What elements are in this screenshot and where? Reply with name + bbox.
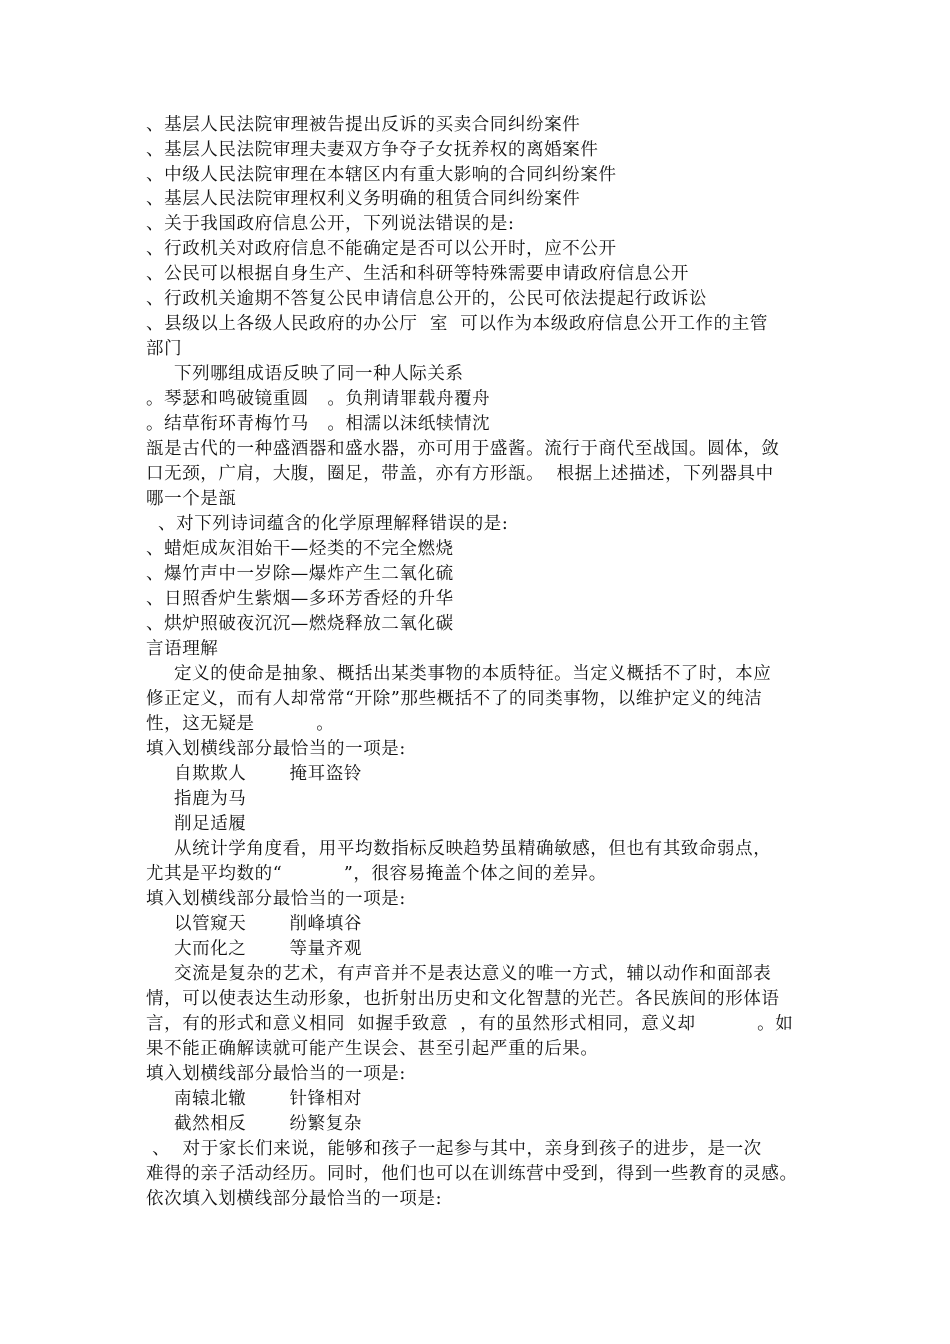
paragraph-line: 口无颈，广肩，大腹，圈足，带盖，亦有方形瓿。 根据上述描述，下列器具中 bbox=[146, 464, 774, 484]
text-line: 。琴瑟和鸣破镜重圆 。负荆请罪载舟覆舟 bbox=[146, 389, 491, 409]
text-line: 、行政机关对政府信息不能确定是否可以公开时，应不公开 bbox=[146, 239, 617, 259]
text-line: 、公民可以根据自身生产、生活和科研等特殊需要申请政府信息公开 bbox=[146, 264, 689, 284]
paragraph-line: 难得的亲子活动经历。同时，他们也可以在训练营中受到，得到一些教育的灵感。 bbox=[146, 1164, 798, 1184]
question-line: 、关于我国政府信息公开，下列说法错误的是: bbox=[146, 214, 515, 234]
question-line: 填入划横线部分最恰当的一项是: bbox=[146, 739, 406, 759]
text-line: 、烘炉照破夜沉沉—燃烧释放二氧化碳 bbox=[146, 614, 454, 634]
question-line: 下列哪组成语反映了同一种人际关系 bbox=[174, 364, 464, 384]
option-line: 指鹿为马 bbox=[174, 789, 247, 809]
text-line: 、县级以上各级人民政府的办公厅 室 可以作为本级政府信息公开工作的主管 bbox=[146, 314, 768, 334]
question-line: 、对下列诗词蕴含的化学原理解释错误的是: bbox=[158, 514, 509, 534]
option-line: 截然相反 纷繁复杂 bbox=[174, 1114, 362, 1134]
paragraph-line: 尤其是平均数的“ ”，很容易掩盖个体之间的差异。 bbox=[146, 864, 607, 884]
question-line: 填入划横线部分最恰当的一项是: bbox=[146, 889, 406, 909]
text-line: 、基层人民法院审理权利义务明确的租赁合同纠纷案件 bbox=[146, 189, 581, 209]
text-line: 、中级人民法院审理在本辖区内有重大影响的合同纠纷案件 bbox=[146, 165, 617, 185]
section-heading: 言语理解 bbox=[146, 639, 219, 659]
paragraph-line: 修正定义，而有人却常常“开除”那些概括不了的同类事物，以维护定义的纯洁 bbox=[146, 689, 763, 709]
option-line: 大而化之 等量齐观 bbox=[174, 939, 362, 959]
text-line: 、基层人民法院审理被告提出反诉的买卖合同纠纷案件 bbox=[146, 115, 581, 135]
option-line: 自欺欺人 掩耳盗铃 bbox=[174, 764, 362, 784]
paragraph-line: 定义的使命是抽象、概括出某类事物的本质特征。当定义概括不了时，本应 bbox=[174, 664, 772, 684]
text-line: 、爆竹声中一岁除—爆炸产生二氧化硫 bbox=[146, 564, 454, 584]
question-line: 填入划横线部分最恰当的一项是: bbox=[146, 1064, 406, 1084]
option-line: 南辕北辙 针锋相对 bbox=[174, 1089, 362, 1109]
text-line: 。结草衔环青梅竹马 。相濡以沫纸犊情沈 bbox=[146, 414, 491, 434]
text-line: 、日照香炉生紫烟—多环芳香烃的升华 bbox=[146, 589, 454, 609]
text-line: 、基层人民法院审理夫妻双方争夺子女抚养权的离婚案件 bbox=[146, 140, 599, 160]
text-line: 、行政机关逾期不答复公民申请信息公开的，公民可依法提起行政诉讼 bbox=[146, 289, 708, 309]
paragraph-line: 、 对于家长们来说，能够和孩子一起参与其中，亲身到孩子的进步，是一次 bbox=[146, 1139, 762, 1159]
paragraph-line: 哪一个是瓿 bbox=[146, 489, 237, 509]
paragraph-line: 性，这无疑是 。 bbox=[146, 714, 335, 734]
text-line: 部门 bbox=[146, 339, 183, 359]
paragraph-line: 交流是复杂的艺术，有声音并不是表达意义的唯一方式，辅以动作和面部表 bbox=[174, 964, 772, 984]
paragraph-line: 情，可以使表达生动形象，也折射出历史和文化智慧的光芒。各民族间的形体语 bbox=[146, 989, 780, 1009]
option-line: 以管窥天 削峰填谷 bbox=[174, 914, 362, 934]
option-line: 削足适履 bbox=[174, 814, 247, 834]
paragraph-line: 言，有的形式和意义相同 如握手致意 ，有的虽然形式相同，意义却 。如 bbox=[146, 1014, 794, 1034]
paragraph-line: 瓿是古代的一种盛酒器和盛水器，亦可用于盛酱。流行于商代至战国。圆体，敛 bbox=[146, 439, 780, 459]
text-line: 、蜡炬成灰泪始干—烃类的不完全燃烧 bbox=[146, 539, 454, 559]
paragraph-line: 从统计学角度看，用平均数指标反映趋势虽精确敏感，但也有其致命弱点， bbox=[174, 839, 772, 859]
question-line: 依次填入划横线部分最恰当的一项是: bbox=[146, 1189, 443, 1209]
paragraph-line: 果不能正确解读就可能产生误会、甚至引起严重的后果。 bbox=[146, 1039, 599, 1059]
